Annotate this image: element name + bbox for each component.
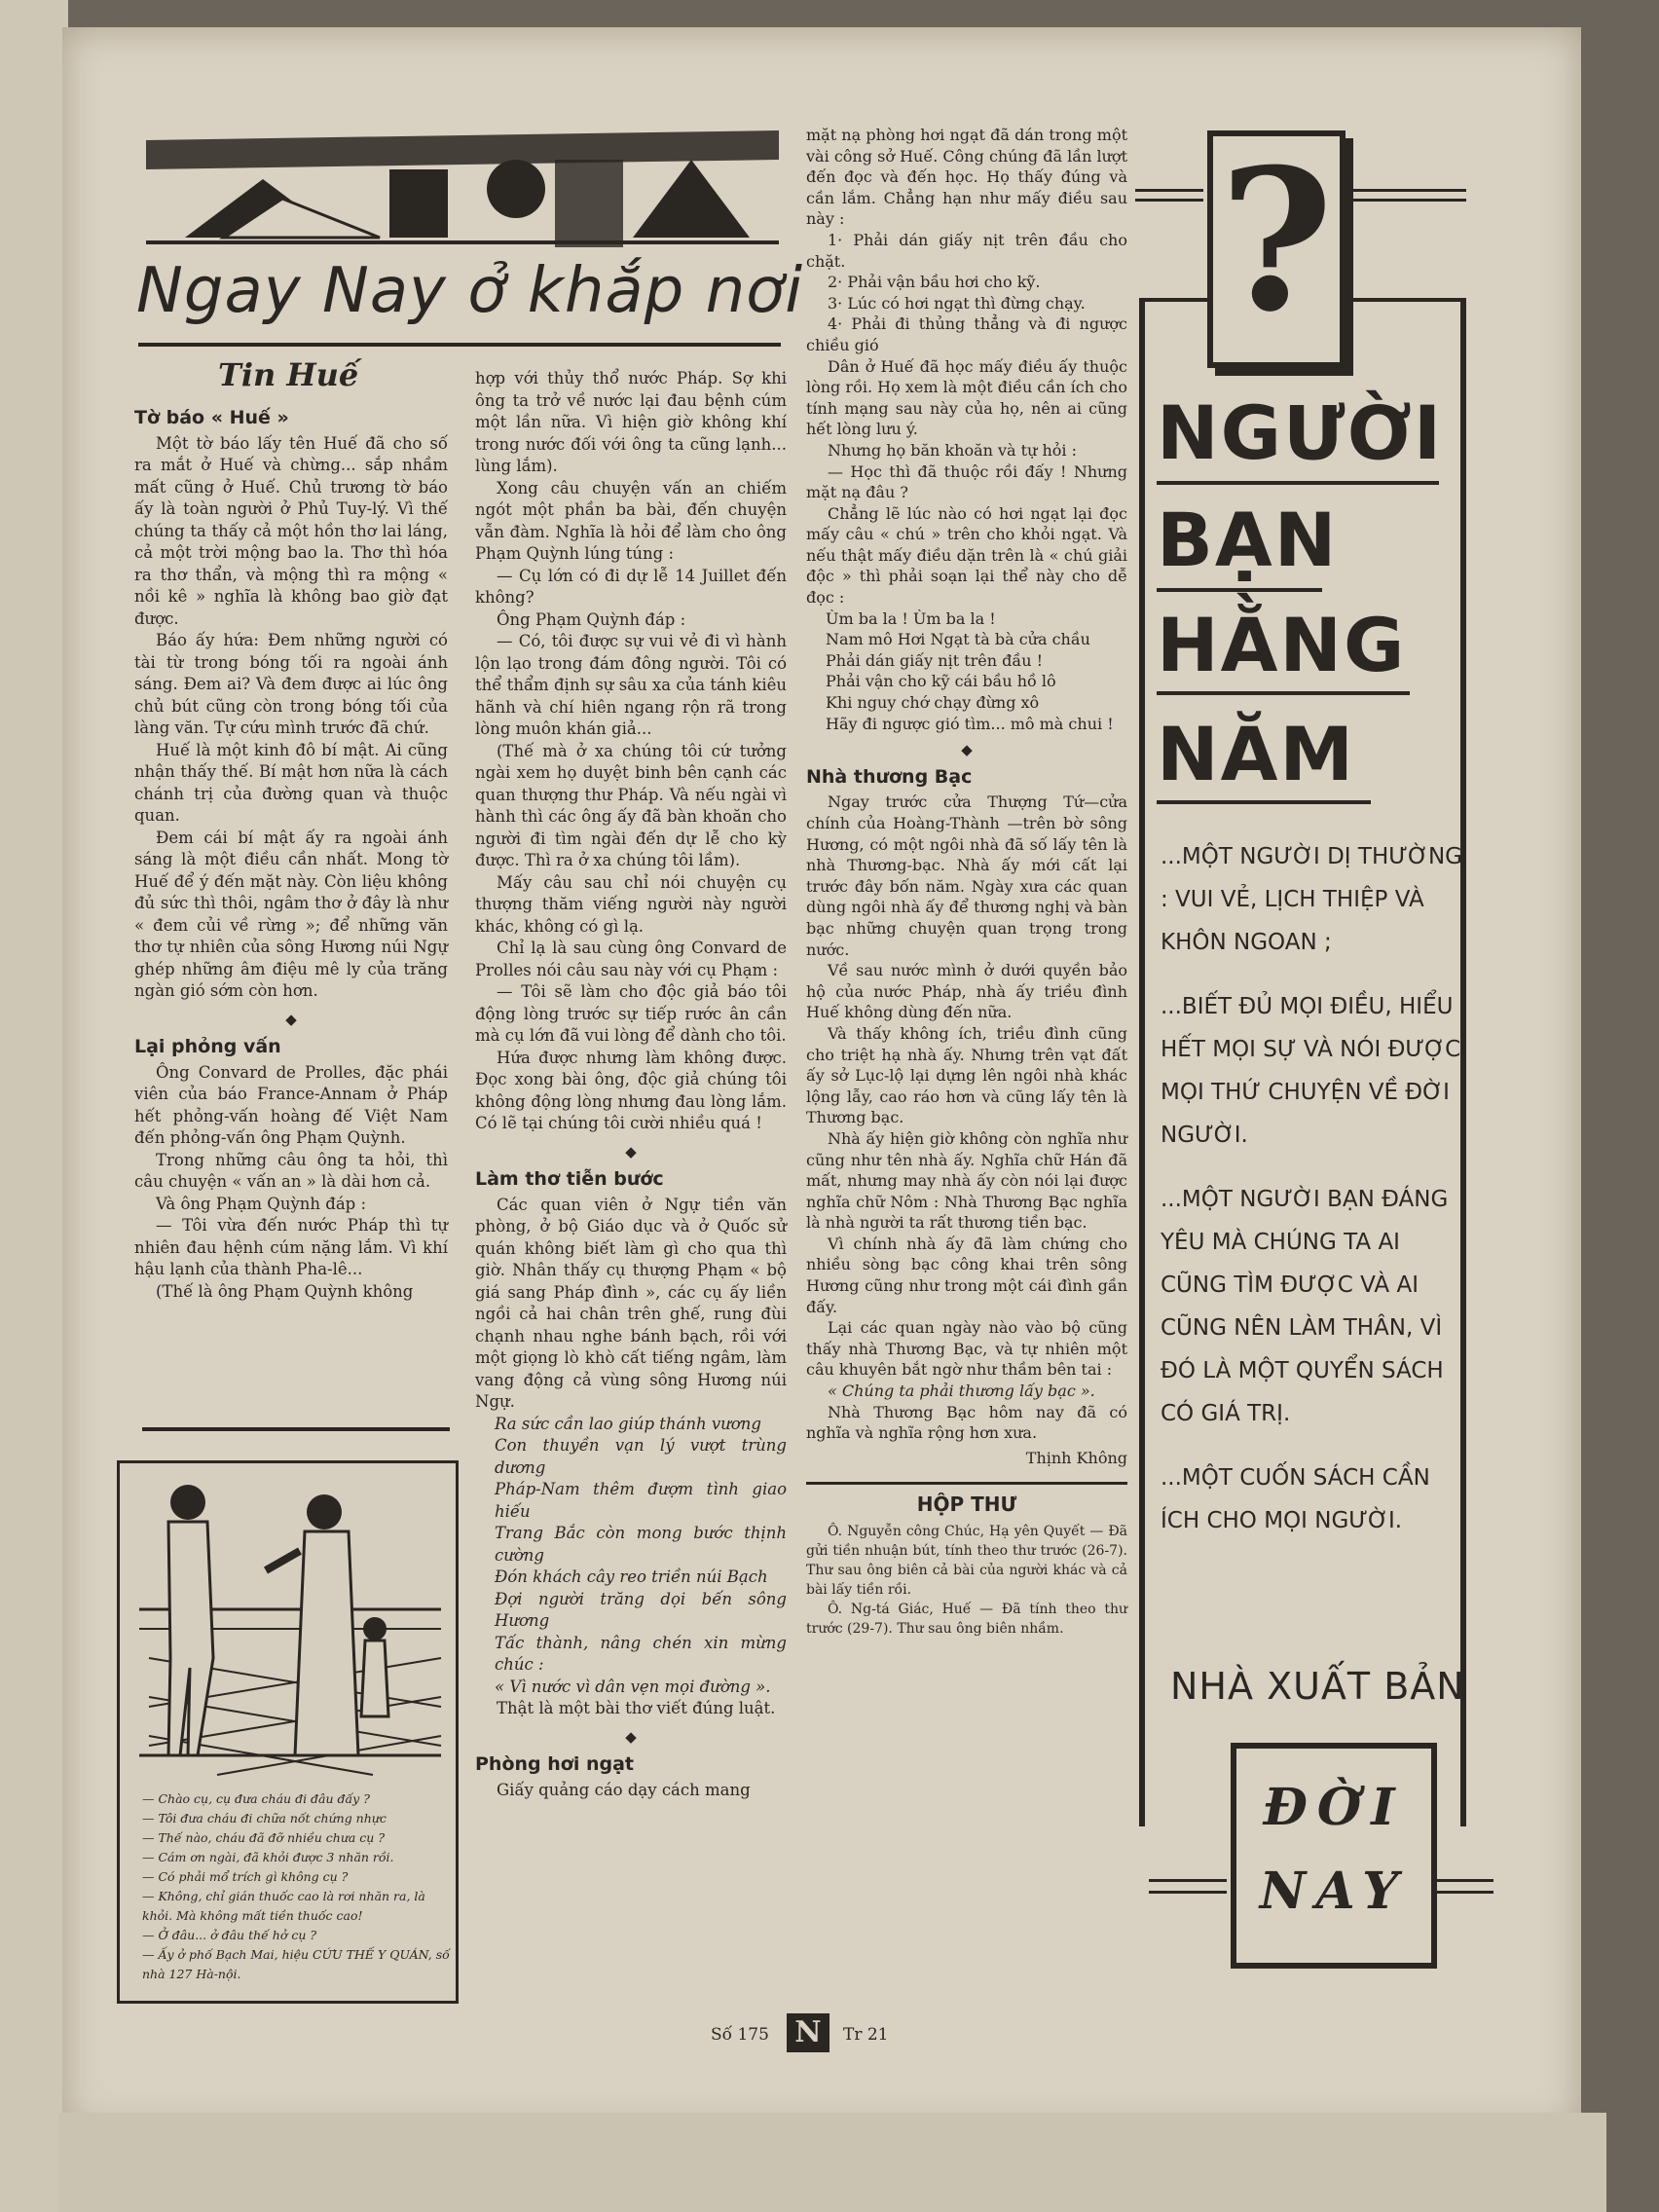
ad-body — [1161, 835, 1472, 1564]
column-2 — [475, 368, 787, 1801]
issue-number: Số 175 — [711, 2025, 769, 2045]
paragraph: Vì chính nhà ấy đã làm chứng cho nhiều sòng bạc công khai trên sông Hương cũng như trong một cái đình gần đấy. — [806, 1234, 1127, 1316]
paragraph: — Tôi sẽ làm cho độc giả báo tôi động lòng trước sự tiếp rước ân cần mà cụ lớn đã vui lòng để dành cho tôi. — [475, 982, 787, 1045]
paragraph: hợp với thủy thổ nước Pháp. Sợ khi ông ta trở về nước lại đau bệnh cúm một lần nữa. Vì hiện giờ không khí trong nước đối với ông ta cũng lạnh... lùng lắm). — [475, 369, 787, 475]
poem-line: Pháp-Nam thêm đượm tình giao hiếu — [495, 1480, 787, 1521]
publisher-label: NHÀ XUẤT BẢN — [1170, 1665, 1465, 1708]
paragraph: Thật là một bài thơ viết đúng luật. — [497, 1699, 776, 1717]
logo-line: NAY — [1259, 1862, 1409, 1921]
mailbox-rule — [806, 1482, 1127, 1485]
poem — [475, 1414, 787, 1699]
paragraph: Lại các quan ngày nào vào bộ cũng thấy nhà Thương Bạc, và tự nhiên một câu khuyên bắt ngờ như thầm bên tai : — [806, 1318, 1127, 1380]
poem-line: Trang Bắc còn mong bước thịnh cường — [495, 1524, 787, 1565]
caption-line: — Ở đâu... ở đâu thế hở cụ ? — [142, 1928, 317, 1942]
ad-deco-line — [1135, 189, 1203, 192]
paragraph: Ngay trước cửa Thượng Tứ—cửa chính của Hoàng-Thành —trên bờ sông Hương, có một ngôi nhà đã số lấy tên là nhà Thương-bạc. Nhà ấy mới cất lại trước đây bốn năm. Ngày xưa các quan dùng ngôi nhà ấy để thương nghị và bàn bạc những chuyện quan trọng trong nước. — [806, 793, 1127, 959]
paragraph: Hứa được nhưng làm không được. Đọc xong bài ông, độc giả chúng tôi không động lòng nhưng đau lòng lắm. Có lẽ tại chúng tôi cười nhiều quá ! — [475, 1048, 787, 1132]
caption-line: — Cám ơn ngài, đã khỏi được 3 nhăn rồi. — [142, 1850, 394, 1864]
poem-line: « Vì nước vì dân vẹn mọi đường ». — [495, 1677, 771, 1696]
paragraph: Huế là một kinh đô bí mật. Ai cũng nhận thấy thế. Bí mật hơn nữa là cách chánh trị của đường quan và thuộc quan. — [134, 740, 448, 825]
paragraph: Một tờ báo lấy tên Huế đã cho số ra mắt ở Huế và chừng... sắp nhầm mất cũng ở Huế. Chủ trương tờ báo ấy là toàn người ở Phủ Tuy-lý. Vì thế chúng ta thấy cả một hồn thơ lai láng, cả một trời mộng bao la. Thơ thì hóa ra thơ thẩn, và mộng thì ra mộng « nồi kê » nghĩa là không bao giờ đạt được. — [134, 433, 448, 628]
ad-headline-rule — [1157, 481, 1439, 485]
chant-line: Hãy đi ngược gió tìm... mô mà chui ! — [826, 714, 1114, 733]
ad-deco-line — [1149, 1891, 1227, 1894]
column-3 — [806, 125, 1127, 1639]
chant-line: Khi nguy chớ chạy đừng xô — [826, 693, 1040, 713]
paragraph: mặt nạ phòng hơi ngạt đã dán trong một vài công sở Huế. Công chúng đã lần lượt đến đọc và đến học. Họ thấy đúng và cần lắm. Chẳng hạn như mấy điều sau này : — [806, 126, 1127, 229]
paragraph: — Có, tôi được sự vui vẻ đi vì hành lộn lạo trong đám đông người. Tôi có thể thẩm định sự sâu xa của tánh kiêu hãnh và chí hiên ngang rộn rã trong lòng muôn khán giả... — [475, 632, 787, 738]
paragraph: Xong câu chuyện vấn an chiếm ngót một phần ba bài, đến chuyện vẫn đàm. Nghĩa là hỏi để làm cho ông Phạm Quỳnh lúng túng : — [475, 478, 787, 563]
region-heading: Tin Huế — [218, 356, 359, 393]
article-heading-lam-tho: Làm thơ tiễn bước — [475, 1168, 664, 1190]
poem-line: Con thuyền vạn lý vượt trùng dương — [495, 1436, 787, 1477]
caption-line: — Chào cụ, cụ đưa cháu đi đâu đấy ? — [142, 1791, 370, 1806]
paragraph: Các quan viên ở Ngự tiền văn phòng, ở bộ Giáo dục và ở Quốc sử quán không biết làm gì cho qua thì giờ. Nhân thấy cụ thượng Phạm « bộ giá sang Pháp đình », các cụ ấy liền ngồi cả hai chân trên ghế, rung đùi chạnh nhau nghe bánh bạch, rồi với một giọng lò khò cất tiếng ngâm, làm vang động cả vùng sông Hương núi Ngự. — [475, 1195, 787, 1411]
chant-line: Phải dán giấy nịt trên đầu ! — [826, 650, 1044, 670]
ad-headline-line: HẰNG — [1157, 602, 1407, 688]
chant-line: Nam mô Hơi Ngạt tà bà cửa chầu — [826, 630, 1090, 649]
article-heading-phong-hoi-ngat: Phòng hơi ngạt — [475, 1753, 634, 1775]
paragraph: Chỉ lạ là sau cùng ông Convard de Prolles nói câu sau này với cụ Phạm : — [475, 939, 787, 979]
separator-diamond: ◆ — [285, 1010, 297, 1028]
caption-line: — Có phải mổ trích gì không cụ ? — [142, 1869, 349, 1884]
paragraph: Nhưng họ băn khoăn và tự hỏi : — [828, 440, 1078, 460]
ad-deco-line — [1435, 1891, 1493, 1894]
paragraph: — Cụ lớn có đi dự lễ 14 Juillet đến không? — [475, 566, 787, 607]
ad-headline-line: NGƯỜI — [1157, 389, 1444, 476]
poem-line: Đón khách cây reo triền núi Bạch — [495, 1567, 768, 1586]
ad-frame-top-left — [1145, 298, 1213, 302]
article-heading-lai-phong-van: Lại phỏng vấn — [134, 1036, 281, 1057]
ad-frame-left — [1139, 298, 1145, 1826]
paragraph: Giấy quảng cáo dạy cách mang — [497, 1780, 751, 1799]
paragraph: Mấy câu sau chỉ nói chuyện cụ thượng thăm viếng người này người khác, không có gì lạ. — [475, 872, 787, 936]
separator-diamond: ◆ — [961, 741, 973, 759]
paragraph: — Học thì đã thuộc rồi đấy ! Nhưng mặt nạ đâu ? — [806, 461, 1127, 502]
ad-paragraph: ...MỘT CUỐN SÁCH CẦN ÍCH CHO MỌI NGƯỜI. — [1161, 1465, 1430, 1533]
ad-paragraph: ...MỘT NGƯỜI BẠN ĐÁNG YÊU MÀ CHÚNG TA AI CŨNG TÌM ĐƯỢC VÀ AI CŨNG NÊN LÀM THÂN, VÌ ĐÓ LÀ MỘT QUYỂN SÁCH CÓ GIÁ TRỊ. — [1161, 1187, 1449, 1426]
list-item: 4· Phải đi thủng thẳng và đi ngược chiều gió — [806, 314, 1127, 354]
ad-deco-line — [1349, 199, 1466, 202]
paragraph: — Tôi vừa đến nước Pháp thì tự nhiên đau hệnh cúm nặng lắm. Vì khí hậu lạnh của thành Pha-lê... — [134, 1216, 448, 1278]
next-page-edge — [58, 2113, 1606, 2212]
title-underline — [138, 343, 781, 347]
paragraph: « Chúng ta phải thương lấy bạc ». — [828, 1382, 1095, 1401]
ad-deco-line — [1135, 199, 1203, 202]
paragraph: Và thấy không ích, triều đình cũng cho triệt hạ nhà ấy. Nhưng trên vạt đất ấy sở Lục-lộ lại dựng lên ngôi nhà khác lộng lẫy, cao ráo hơn và cũng lấy tên là Thương bạc. — [806, 1023, 1127, 1127]
ad-deco-line — [1435, 1879, 1493, 1882]
separator-diamond: ◆ — [625, 1142, 637, 1161]
paragraph: (Thế là ông Phạm Quỳnh không — [156, 1281, 414, 1301]
logo-line: ĐỜI — [1263, 1778, 1405, 1837]
list-item: 3· Lúc có hơi ngạt thì đừng chạy. — [828, 293, 1086, 313]
section-title: Ngay Nay ở khắp nơi — [136, 255, 804, 327]
ad-deco-line — [1149, 1879, 1227, 1882]
column-1 — [134, 401, 448, 1303]
poem-line: Đợi người trăng dọi bến sông Hương — [495, 1589, 787, 1630]
paragraph: Và ông Phạm Quỳnh đáp : — [156, 1194, 367, 1213]
facing-page-edge — [0, 0, 68, 2212]
ad-headline-rule — [1157, 691, 1410, 695]
list-item: 1· Phải dán giấy nịt trên đầu cho chặt. — [806, 230, 1127, 271]
question-mark-icon: ? — [1219, 127, 1334, 355]
chant-line: Phải vận cho kỹ cái bầu hồ lô — [826, 672, 1056, 691]
question-mark-box — [1207, 127, 1346, 368]
poem-line: Tấc thành, nâng chén xin mừng chúc : — [495, 1633, 787, 1674]
poem-line: Ra sức cần lao giúp thánh vương — [495, 1414, 761, 1433]
chant-line: Ùm ba la ! Ùm ba la ! — [826, 608, 996, 628]
list-item: 2· Phải vận bầu hơi cho kỹ. — [828, 273, 1041, 292]
page-number: Tr 21 — [843, 2025, 889, 2045]
caption-line: — Ấy ở phố Bạch Mai, hiệu CỨU THẾ Y QUÁN, số nhà 127 Hà-nội. — [142, 1947, 450, 1981]
ad-headline-line: BẠN — [1157, 497, 1339, 583]
ad-paragraph: ...MỘT NGƯỜI DỊ THƯỜNG : VUI VẺ, LỊCH THIỆP VÀ KHÔN NGOAN ; — [1161, 844, 1463, 955]
author-signature: Thịnh Không — [1025, 1448, 1127, 1467]
paragraph: Trong những câu ông ta hỏi, thì câu chuyện « vấn an » là dài hơn cả. — [134, 1150, 448, 1191]
mailbox-entry: Ô. Nguyễn công Chúc, Hạ yên Quyết — Đã gửi tiền nhuận bút, tính theo thư trước (26-7). Thư sau ông biên cả bài của người khác và cả bài lấy tiền rồi. — [806, 1524, 1127, 1598]
cartoon-top-rule — [142, 1427, 450, 1431]
paragraph: Báo ấy hứa: Đem những người có tài từ trong bóng tối ra ngoài ánh sáng. Đem ai? Và đem được ai lúc ông chủ bút cũng còn trong bóng tối của làng văn. Tự cứu mình trước đã chứ. — [134, 631, 448, 737]
ad-paragraph: ...BIẾT ĐỦ MỌI ĐIỀU, HIỂU HẾT MỌI SỰ VÀ NÓI ĐƯỢC MỌI THỨ CHUYỆN VỀ ĐỜI NGƯỜI. — [1161, 994, 1461, 1148]
caption-line: — Thế nào, cháu đã đỡ nhiều chưa cụ ? — [142, 1830, 386, 1845]
paragraph: Nhà ấy hiện giờ không còn nghĩa như cũng như tên nhà ấy. Nghĩa chữ Hán đã mất, nhưng may nhà ấy còn nói lại được nghĩa chữ Nôm : Nhà Thương Bạc nghĩa là nhà người ta rất thương tiền bạc. — [806, 1128, 1127, 1233]
article-heading-nha-thuong-bac: Nhà thương Bạc — [806, 765, 973, 788]
paragraph: Chẳng lẽ lúc nào có hơi ngạt lại đọc mấy câu « chú » trên cho khỏi ngạt. Và nếu thật mấy điều dặn trên là « chú giải độc » thì phải soạn lại thể này cho dễ đọc : — [806, 503, 1127, 608]
ad-frame-top-right — [1344, 298, 1460, 302]
caption-line: — Không, chỉ gián thuốc cao là rơi nhăn ra, là khỏi. Mà không mất tiền thuốc cao! — [142, 1889, 425, 1923]
caption-line: — Tôi đưa cháu đi chữa nốt chứng nhực — [142, 1811, 387, 1825]
ad-headline-rule — [1157, 588, 1322, 592]
ad-headline-rule — [1157, 800, 1371, 804]
doi-nay-logo — [1231, 1743, 1437, 1969]
paragraph: Ông Convard de Prolles, đặc phái viên của báo France-Annam ở Pháp hết phỏng-vấn hoàng đế Việt Nam đến phỏng-vấn ông Phạm Quỳnh. — [134, 1062, 448, 1147]
cartoon-caption — [142, 1789, 450, 1984]
ngay-nay-logo: N — [787, 2013, 830, 2052]
mailbox-title: HỘP THƯ — [916, 1493, 1017, 1517]
paragraph: Dân ở Huế đã học mấy điều ấy thuộc lòng rồi. Họ xem là một điều cần ích cho tính mạng sau này của họ, nên ai cũng hết lòng lưu ý. — [806, 356, 1127, 439]
banner-illustration — [146, 121, 779, 257]
mailbox-entry: Ô. Ng-tá Giác, Huế — Đã tính theo thư trước (29-7). Thư sau ông biên nhầm. — [806, 1602, 1127, 1637]
paragraph: Nhà Thương Bạc hôm nay đã có nghĩa và nghĩa rộng hơn xưa. — [806, 1402, 1127, 1443]
paragraph: Đem cái bí mật ấy ra ngoài ánh sáng là một điều cần nhất. Mong tờ Huế để ý đến mặt này. Còn liệu không đủ sức thì thôi, ngâm thơ ở đây là như « đem củi về rừng »; để những văn thơ tự nhiên của sông Hương núi Ngự ghép những âm điệu mê ly của trăng ngàn gió sớm còn hơn. — [134, 828, 448, 1000]
paragraph: (Thế mà ở xa chúng tôi cứ tưởng ngài xem họ duyệt binh bên cạnh các quan thượng thư Pháp. Và nếu ngài vì hành thì các ông ấy đã bàn khoăn cho người đi tìm ngài đến dự lễ cho kỳ được. Thì ra ở xa chúng tôi lầm). — [475, 741, 787, 869]
ad-deco-line — [1349, 189, 1466, 192]
ad-headline-line: NĂM — [1157, 711, 1356, 797]
cartoon-drawing — [120, 1463, 456, 1785]
article-heading-to-bao-hue: Tờ báo « Huế » — [134, 407, 289, 428]
separator-diamond: ◆ — [625, 1727, 637, 1746]
paragraph: Về sau nước mình ở dưới quyền bảo hộ của nước Pháp, nhà ấy triều đình Huế không dùng đến nữa. — [806, 961, 1127, 1022]
paragraph: Ông Phạm Quỳnh đáp : — [497, 609, 686, 629]
chant — [806, 608, 1127, 735]
